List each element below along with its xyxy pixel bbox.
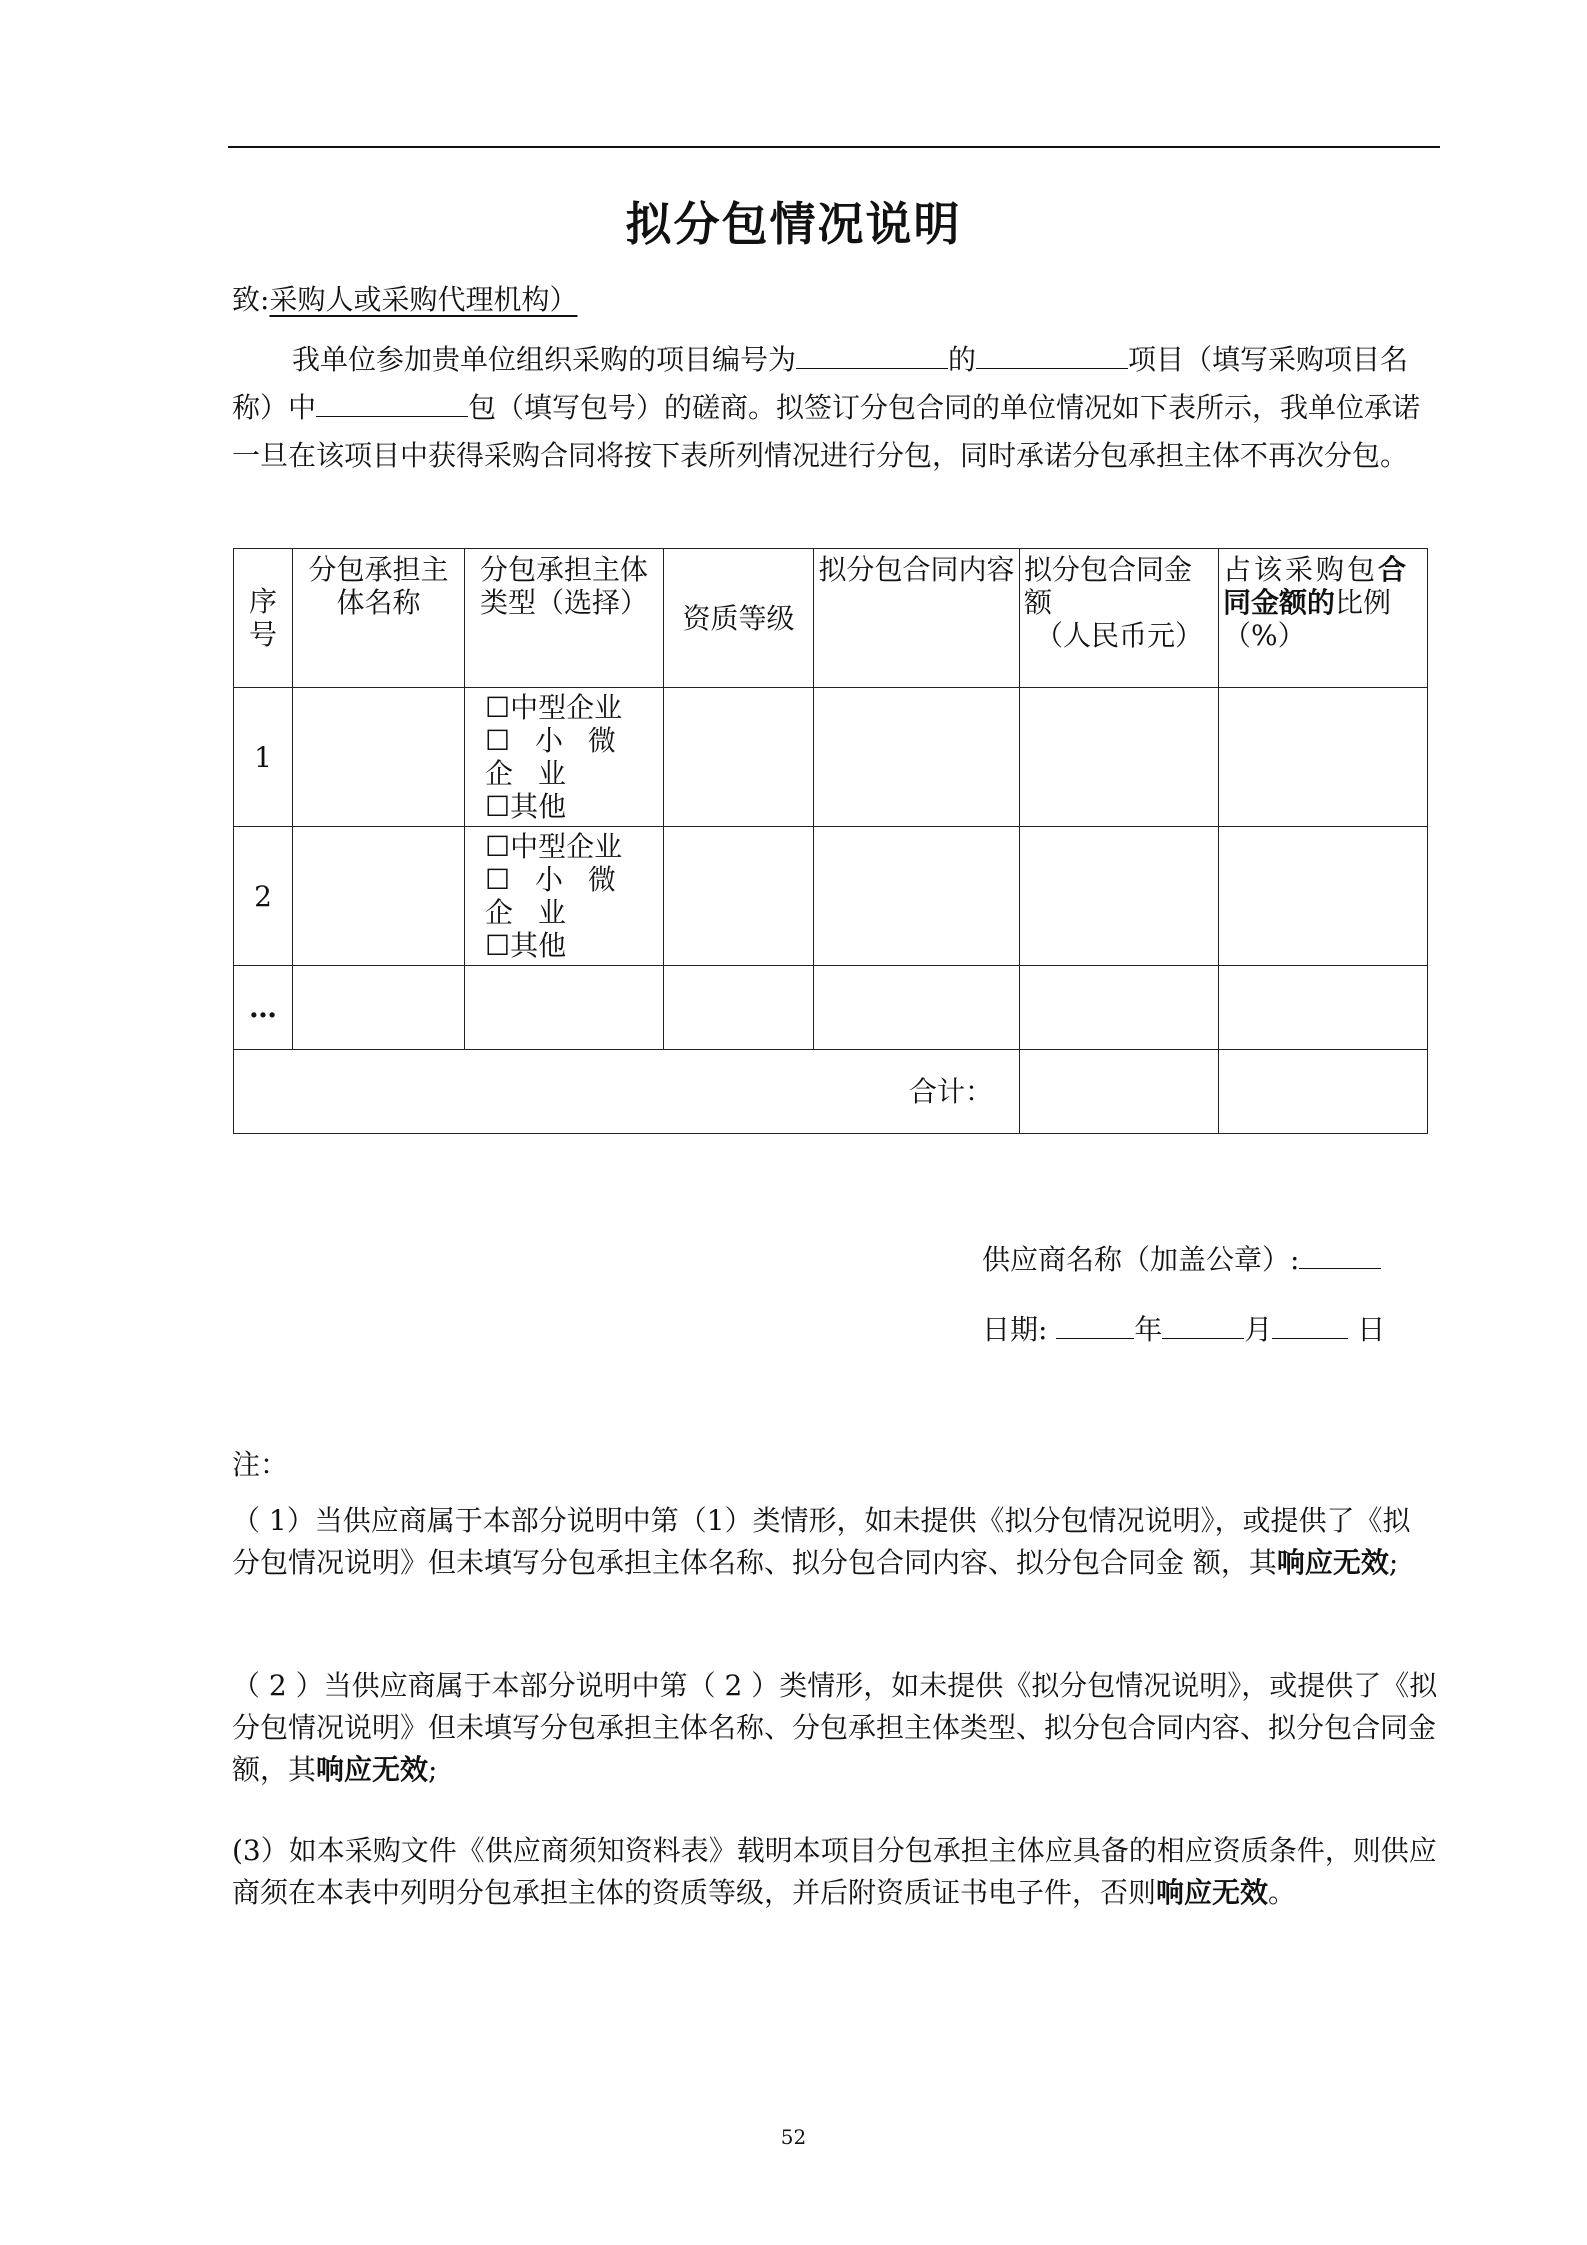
row-content-cell[interactable] (814, 966, 1020, 1050)
note2-text: （ 2 ）当供应商属于本部分说明中第（ 2 ）类情形，如未提供《拟分包情况说明》，或提供了《拟分包情况说明》但未填写分包承担主体名称、分包承担主体类型、拟分包合同内容、拟分包合同金额，其 (232, 1669, 1438, 1786)
header-name: 分包承担主体名称 (293, 549, 465, 688)
row-ratio-cell[interactable] (1219, 827, 1428, 966)
intro-part4: 包（填写包号）的磋商。拟签订分包合同的单位情况如下表所示，我单位承诺一旦在该项目中获得采购合同将按下表所列情况进行分包，同时承诺分包承担主体不再次分包。 (232, 391, 1421, 472)
month-blank[interactable] (1162, 1308, 1244, 1339)
page-title: 拟分包情况说明 (625, 197, 962, 251)
year-label: 年 (1134, 1313, 1163, 1346)
row-amount-cell[interactable] (1020, 966, 1219, 1050)
note1-end: ; (1388, 1546, 1399, 1579)
header-ratio-line1: 占该采购包 (1223, 553, 1379, 586)
intro-part3: 项目（填写采购项目名称）中 (232, 343, 1409, 424)
table-header-row (234, 549, 1428, 688)
row-amount-cell[interactable] (1020, 688, 1219, 827)
note-item-1 (232, 1500, 1438, 1584)
option-other-checkbox[interactable]: ☐其他 (485, 929, 567, 962)
option-small-checkbox[interactable]: ☐ 小 微 企 业 (485, 724, 624, 790)
table-row (234, 966, 1428, 1050)
total-amount-cell[interactable] (1020, 1050, 1219, 1134)
total-ratio-cell[interactable] (1219, 1050, 1428, 1134)
header-type: 分包承担主体类型（选择） (465, 549, 664, 688)
addressee-line (232, 278, 577, 318)
note1-text: （ 1）当供应商属于本部分说明中第（1）类情形，如未提供《拟分包情况说明》，或提供了《拟分包情况说明》但未填写分包承担主体名称、拟分包合同内容、拟分包合同金 额，其 (232, 1504, 1411, 1579)
supplier-name-blank[interactable] (1299, 1238, 1381, 1269)
row-ratio-cell[interactable] (1219, 966, 1428, 1050)
day-label: 日 (1357, 1313, 1386, 1346)
header-ratio-line2: 比例 (1335, 586, 1392, 619)
year-blank[interactable] (1056, 1308, 1134, 1339)
header-amount (1020, 549, 1219, 688)
supplier-label: 供应商名称（加盖公章）: (982, 1243, 1300, 1276)
header-amount-unit: （人民币元） (1034, 619, 1203, 652)
header-seq: 序号 (234, 549, 293, 688)
intro-part1: 我单位参加贵单位组织采购的项目编号为 (292, 343, 797, 376)
note1-bold: 响应无效 (1276, 1546, 1389, 1579)
table-row (234, 827, 1428, 966)
option-medium-checkbox[interactable]: ☐中型企业 (485, 691, 623, 724)
note-item-2 (232, 1665, 1438, 1791)
header-ratio-bold: 合同金额的 (1223, 553, 1407, 619)
row-qualification-cell[interactable] (664, 827, 814, 966)
date-label: 日期: (982, 1313, 1048, 1346)
note3-text: (3）如本采购文件《供应商须知资料表》载明本项目分包承担主体应具备的相应资质条件，则供应商须在本表中列明分包承担主体的资质等级，并后附资质证书电子件，否则 (232, 1834, 1437, 1909)
header-qualification: 资质等级 (664, 549, 814, 688)
row-qualification-cell[interactable] (664, 688, 814, 827)
addressee-label: 致: (232, 283, 270, 316)
table-total-row (234, 1050, 1428, 1134)
date-line (982, 1308, 1385, 1348)
row-name-cell[interactable] (293, 688, 465, 827)
addressee-value: 采购人或采购代理机构） (269, 283, 578, 316)
header-rule (228, 146, 1440, 148)
package-number-blank[interactable] (316, 386, 468, 417)
day-blank[interactable] (1272, 1308, 1348, 1339)
note2-end: ; (428, 1753, 438, 1786)
note3-bold: 响应无效 (1156, 1876, 1269, 1909)
row-name-cell[interactable] (293, 827, 465, 966)
row-name-cell[interactable] (293, 966, 465, 1050)
intro-paragraph (232, 336, 1438, 480)
row-ratio-cell[interactable] (1219, 688, 1428, 827)
row-amount-cell[interactable] (1020, 827, 1219, 966)
row-type-cell (465, 827, 664, 966)
header-content: 拟分包合同内容 (814, 549, 1020, 688)
row-type-cell (465, 688, 664, 827)
intro-part2: 的 (948, 343, 977, 376)
note2-bold: 响应无效 (316, 1753, 429, 1786)
row-content-cell[interactable] (814, 827, 1020, 966)
page-number: 52 (780, 2125, 807, 2149)
row-content-cell[interactable] (814, 688, 1020, 827)
row-type-cell[interactable] (465, 966, 664, 1050)
notes-label: 注： (232, 1448, 289, 1481)
month-label: 月 (1244, 1313, 1273, 1346)
header-ratio (1219, 549, 1428, 688)
option-other-checkbox[interactable]: ☐其他 (485, 790, 567, 823)
note-item-3 (232, 1830, 1438, 1914)
row-seq: 1 (234, 688, 293, 827)
note3-end: 。 (1268, 1876, 1297, 1909)
project-name-blank[interactable] (976, 338, 1128, 369)
row-seq: … (234, 966, 293, 1050)
subcontract-table (233, 548, 1428, 1134)
row-qualification-cell[interactable] (664, 966, 814, 1050)
option-medium-checkbox[interactable]: ☐中型企业 (485, 830, 623, 863)
header-ratio-unit: （%） (1223, 619, 1306, 652)
supplier-signature-line (982, 1238, 1381, 1278)
header-amount-main: 拟分包合同金额 (1024, 553, 1193, 619)
table-row (234, 688, 1428, 827)
option-small-checkbox[interactable]: ☐ 小 微 企 业 (485, 863, 624, 929)
total-label: 合计： (234, 1050, 1020, 1134)
row-seq: 2 (234, 827, 293, 966)
project-number-blank[interactable] (796, 338, 948, 369)
